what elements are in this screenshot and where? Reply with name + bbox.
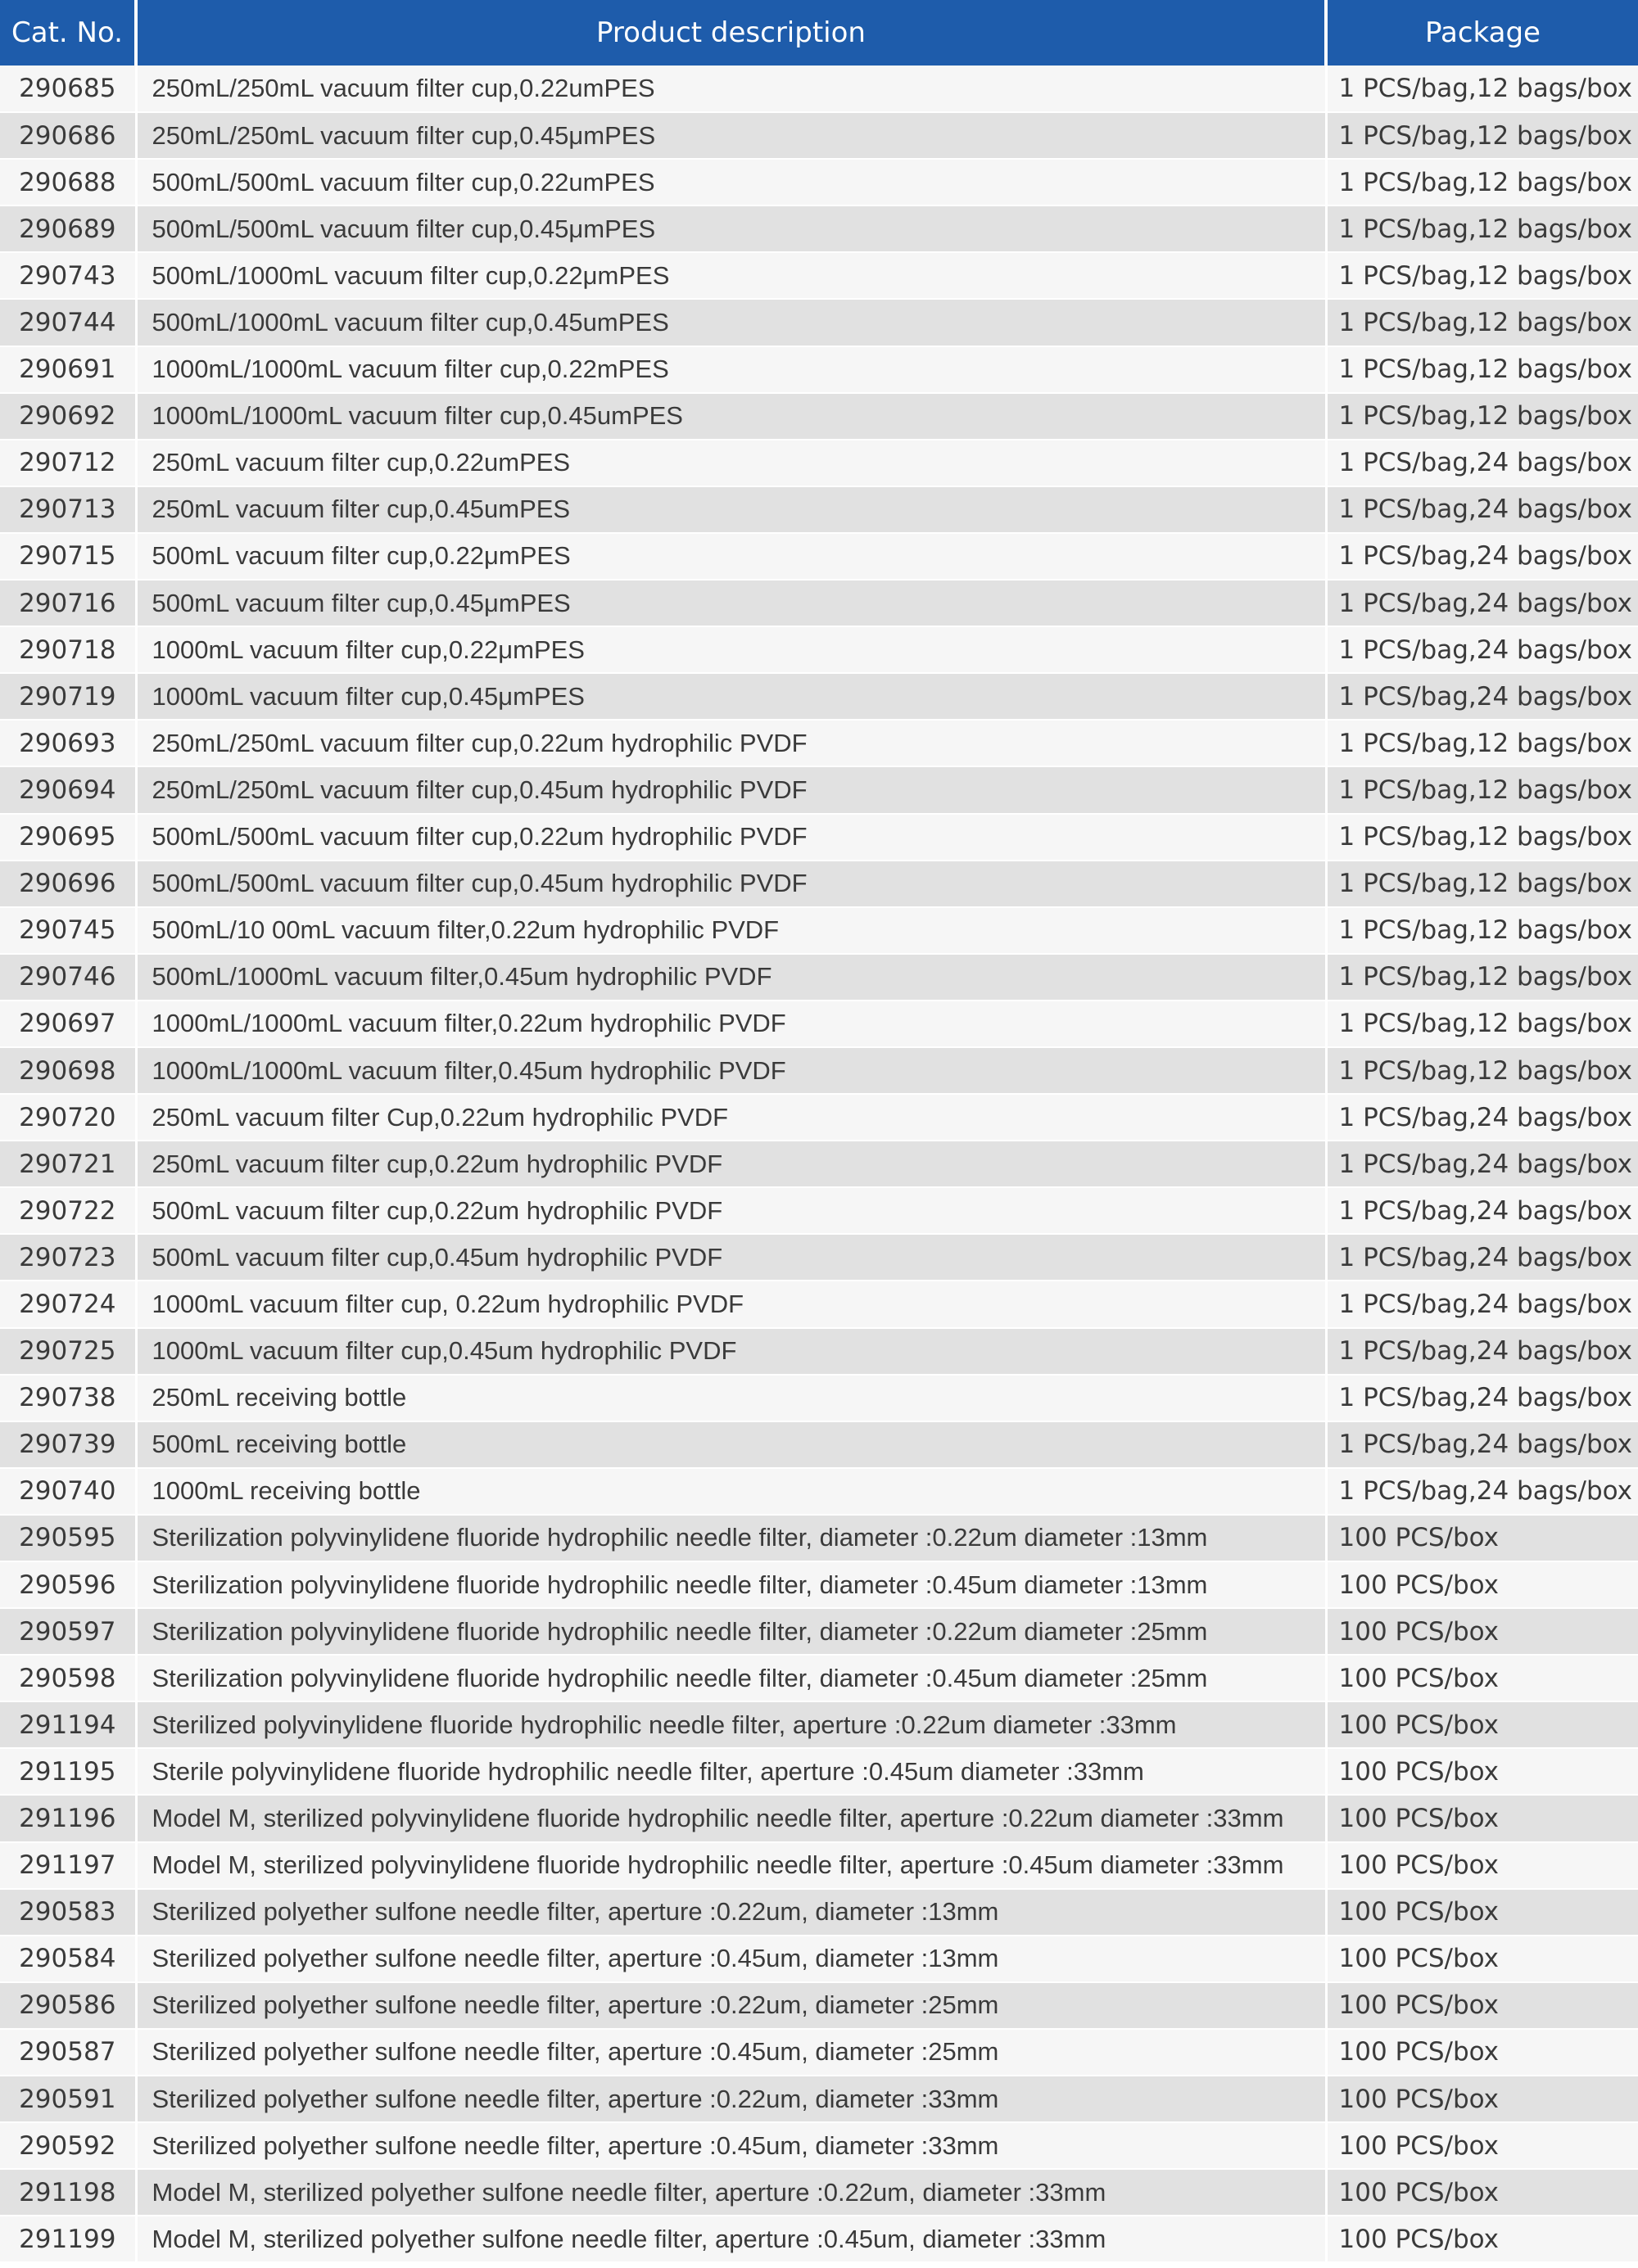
cell-cat-no: 290725	[0, 1328, 136, 1375]
table-row	[0, 2122, 1638, 2169]
cell-cat-no: 290715	[0, 533, 136, 580]
cell-description: 250mL receiving bottle	[136, 1375, 1326, 1421]
cell-description: 250mL vacuum filter cup,0.22um hydrophilic PVDF	[136, 1141, 1326, 1187]
cell-package: 1 PCS/bag,12 bags/box	[1326, 954, 1638, 1001]
table-row	[0, 252, 1638, 299]
cell-cat-no: 290697	[0, 1001, 136, 1047]
cell-cat-no: 290694	[0, 766, 136, 813]
cell-cat-no: 290583	[0, 1889, 136, 1936]
table-row	[0, 1936, 1638, 1982]
cell-description: 1000mL vacuum filter cup, 0.22um hydrophilic PVDF	[136, 1281, 1326, 1327]
cell-cat-no: 290692	[0, 393, 136, 440]
cell-description: 500mL/1000mL vacuum filter cup,0.22μmPES	[136, 252, 1326, 299]
cell-cat-no: 290712	[0, 440, 136, 486]
cell-description: Sterilization polyvinylidene fluoride hydrophilic needle filter, diameter :0.22um diameter :13mm	[136, 1515, 1326, 1561]
cell-package: 1 PCS/bag,12 bags/box	[1326, 814, 1638, 861]
cell-description: 500mL/1000mL vacuum filter cup,0.45umPES	[136, 299, 1326, 346]
table-row	[0, 1141, 1638, 1187]
table-row	[0, 1795, 1638, 1841]
cell-description: Sterilized polyether sulfone needle filter, aperture :0.45um, diameter :13mm	[136, 1936, 1326, 1982]
cell-cat-no: 290723	[0, 1234, 136, 1281]
cell-description: Sterilization polyvinylidene fluoride hydrophilic needle filter, diameter :0.45um diameter :25mm	[136, 1655, 1326, 1701]
cell-cat-no: 290745	[0, 907, 136, 954]
cell-cat-no: 290698	[0, 1047, 136, 1094]
table-row	[0, 1701, 1638, 1748]
cell-cat-no: 291196	[0, 1795, 136, 1841]
cell-cat-no: 290744	[0, 299, 136, 346]
cell-description: 250mL vacuum filter cup,0.22umPES	[136, 440, 1326, 486]
cell-description: 500mL vacuum filter cup,0.22μmPES	[136, 533, 1326, 580]
cell-package: 100 PCS/box	[1326, 1561, 1638, 1608]
table-row	[0, 1889, 1638, 1936]
cell-description: 500mL/500mL vacuum filter cup,0.45μmPES	[136, 206, 1326, 252]
table-row	[0, 1468, 1638, 1515]
cell-description: 500mL vacuum filter cup,0.45μmPES	[136, 580, 1326, 626]
cell-cat-no: 291195	[0, 1748, 136, 1795]
cell-package: 1 PCS/bag,24 bags/box	[1326, 1141, 1638, 1187]
table-header	[0, 0, 1638, 66]
cell-package: 1 PCS/bag,12 bags/box	[1326, 346, 1638, 393]
table-row	[0, 766, 1638, 813]
cell-cat-no: 290718	[0, 626, 136, 673]
cell-cat-no: 290695	[0, 814, 136, 861]
cell-package: 100 PCS/box	[1326, 1608, 1638, 1655]
cell-description: 500mL/10 00mL vacuum filter,0.22um hydrophilic PVDF	[136, 907, 1326, 954]
table-row	[0, 533, 1638, 580]
cell-description: 250mL/250mL vacuum filter cup,0.45um hydrophilic PVDF	[136, 766, 1326, 813]
table-row	[0, 1608, 1638, 1655]
table-row	[0, 2169, 1638, 2216]
table-row	[0, 626, 1638, 673]
cell-package: 1 PCS/bag,12 bags/box	[1326, 1001, 1638, 1047]
cell-description: 250mL/250mL vacuum filter cup,0.22um hydrophilic PVDF	[136, 720, 1326, 766]
table-row	[0, 1187, 1638, 1234]
cell-package: 100 PCS/box	[1326, 1701, 1638, 1748]
cell-package: 100 PCS/box	[1326, 2076, 1638, 2122]
table-row	[0, 206, 1638, 252]
table-row	[0, 1982, 1638, 2029]
cell-description: Model M, sterilized polyether sulfone needle filter, aperture :0.45um, diameter :33mm	[136, 2216, 1326, 2262]
cell-package: 100 PCS/box	[1326, 1748, 1638, 1795]
table-row	[0, 1748, 1638, 1795]
cell-cat-no: 290596	[0, 1561, 136, 1608]
cell-package: 100 PCS/box	[1326, 2216, 1638, 2262]
cell-description: Sterilized polyether sulfone needle filter, aperture :0.22um, diameter :33mm	[136, 2076, 1326, 2122]
cell-package: 1 PCS/bag,24 bags/box	[1326, 1187, 1638, 1234]
cell-cat-no: 290592	[0, 2122, 136, 2169]
cell-package: 100 PCS/box	[1326, 1795, 1638, 1841]
cell-description: Model M, sterilized polyvinylidene fluoride hydrophilic needle filter, aperture :0.22um diameter :33mm	[136, 1795, 1326, 1841]
cell-package: 1 PCS/bag,12 bags/box	[1326, 393, 1638, 440]
cell-cat-no: 290693	[0, 720, 136, 766]
table-row	[0, 1094, 1638, 1141]
cell-package: 1 PCS/bag,12 bags/box	[1326, 159, 1638, 206]
table-row	[0, 954, 1638, 1001]
cell-description: 500mL vacuum filter cup,0.22um hydrophilic PVDF	[136, 1187, 1326, 1234]
table-row	[0, 814, 1638, 861]
cell-cat-no: 290713	[0, 486, 136, 533]
table-row	[0, 159, 1638, 206]
cell-package: 100 PCS/box	[1326, 1515, 1638, 1561]
cell-description: Sterile polyvinylidene fluoride hydrophilic needle filter, aperture :0.45um diameter :33mm	[136, 1748, 1326, 1795]
cell-package: 1 PCS/bag,24 bags/box	[1326, 1281, 1638, 1327]
cell-cat-no: 291194	[0, 1701, 136, 1748]
cell-description: Sterilized polyether sulfone needle filter, aperture :0.22um, diameter :13mm	[136, 1889, 1326, 1936]
cell-package: 100 PCS/box	[1326, 2029, 1638, 2076]
table-row	[0, 907, 1638, 954]
cell-description: 500mL/500mL vacuum filter cup,0.22um hydrophilic PVDF	[136, 814, 1326, 861]
table-row	[0, 66, 1638, 112]
cell-cat-no: 290595	[0, 1515, 136, 1561]
cell-cat-no: 291199	[0, 2216, 136, 2262]
cell-cat-no: 290722	[0, 1187, 136, 1234]
table-row	[0, 2076, 1638, 2122]
table-row	[0, 861, 1638, 907]
cell-cat-no: 290740	[0, 1468, 136, 1515]
cell-cat-no: 290598	[0, 1655, 136, 1701]
table-row	[0, 1375, 1638, 1421]
cell-description: 250mL/250mL vacuum filter cup,0.45μmPES	[136, 112, 1326, 159]
cell-description: Sterilization polyvinylidene fluoride hydrophilic needle filter, diameter :0.45um diameter :13mm	[136, 1561, 1326, 1608]
cell-package: 1 PCS/bag,12 bags/box	[1326, 907, 1638, 954]
cell-description: 1000mL vacuum filter cup,0.22μmPES	[136, 626, 1326, 673]
cell-description: 250mL/250mL vacuum filter cup,0.22umPES	[136, 66, 1326, 112]
table-row	[0, 1842, 1638, 1889]
header-row	[0, 0, 1638, 66]
cell-package: 1 PCS/bag,24 bags/box	[1326, 580, 1638, 626]
table-body	[0, 66, 1638, 2262]
cell-description: Model M, sterilized polyether sulfone needle filter, aperture :0.22um, diameter :33mm	[136, 2169, 1326, 2216]
cell-cat-no: 290719	[0, 673, 136, 720]
cell-description: Sterilized polyether sulfone needle filter, aperture :0.22um, diameter :25mm	[136, 1982, 1326, 2029]
cell-description: 250mL vacuum filter Cup,0.22um hydrophilic PVDF	[136, 1094, 1326, 1141]
cell-cat-no: 290584	[0, 1936, 136, 1982]
table-row	[0, 1328, 1638, 1375]
cell-package: 1 PCS/bag,24 bags/box	[1326, 1468, 1638, 1515]
table-row	[0, 112, 1638, 159]
cell-cat-no: 290587	[0, 2029, 136, 2076]
cell-description: Sterilized polyether sulfone needle filter, aperture :0.45um, diameter :25mm	[136, 2029, 1326, 2076]
cell-package: 1 PCS/bag,24 bags/box	[1326, 1328, 1638, 1375]
cell-package: 100 PCS/box	[1326, 2169, 1638, 2216]
cell-cat-no: 290689	[0, 206, 136, 252]
cell-package: 1 PCS/bag,24 bags/box	[1326, 1375, 1638, 1421]
cell-package: 1 PCS/bag,12 bags/box	[1326, 861, 1638, 907]
cell-package: 1 PCS/bag,24 bags/box	[1326, 486, 1638, 533]
cell-description: 500mL/500mL vacuum filter cup,0.22umPES	[136, 159, 1326, 206]
table-row	[0, 720, 1638, 766]
table-row	[0, 1001, 1638, 1047]
cell-description: 250mL vacuum filter cup,0.45umPES	[136, 486, 1326, 533]
table-row	[0, 580, 1638, 626]
cell-cat-no: 290721	[0, 1141, 136, 1187]
table-row	[0, 486, 1638, 533]
cell-cat-no: 290746	[0, 954, 136, 1001]
cell-description: 1000mL/1000mL vacuum filter,0.22um hydrophilic PVDF	[136, 1001, 1326, 1047]
table-row	[0, 1655, 1638, 1701]
cell-package: 1 PCS/bag,24 bags/box	[1326, 533, 1638, 580]
table-row	[0, 2029, 1638, 2076]
table-row	[0, 346, 1638, 393]
cell-package: 1 PCS/bag,24 bags/box	[1326, 673, 1638, 720]
cell-package: 100 PCS/box	[1326, 1982, 1638, 2029]
cell-cat-no: 290724	[0, 1281, 136, 1327]
cell-cat-no: 290591	[0, 2076, 136, 2122]
table-row	[0, 1421, 1638, 1468]
cell-description: 500mL receiving bottle	[136, 1421, 1326, 1468]
table-row	[0, 1515, 1638, 1561]
cell-package: 1 PCS/bag,12 bags/box	[1326, 206, 1638, 252]
cell-package: 1 PCS/bag,24 bags/box	[1326, 1234, 1638, 1281]
table-row	[0, 1047, 1638, 1094]
table-row	[0, 1561, 1638, 1608]
cell-cat-no: 290720	[0, 1094, 136, 1141]
table-row	[0, 673, 1638, 720]
cell-description: 1000mL/1000mL vacuum filter cup,0.22mPES	[136, 346, 1326, 393]
cell-package: 1 PCS/bag,12 bags/box	[1326, 766, 1638, 813]
cell-cat-no: 290586	[0, 1982, 136, 2029]
cell-package: 1 PCS/bag,24 bags/box	[1326, 440, 1638, 486]
cell-description: 1000mL/1000mL vacuum filter cup,0.45umPES	[136, 393, 1326, 440]
cell-description: 1000mL receiving bottle	[136, 1468, 1326, 1515]
cell-cat-no: 290691	[0, 346, 136, 393]
cell-cat-no: 290743	[0, 252, 136, 299]
cell-cat-no: 290685	[0, 66, 136, 112]
header-package: Package	[1326, 0, 1638, 66]
cell-cat-no: 290716	[0, 580, 136, 626]
cell-package: 100 PCS/box	[1326, 2122, 1638, 2169]
cell-cat-no: 290738	[0, 1375, 136, 1421]
cell-cat-no: 290597	[0, 1608, 136, 1655]
cell-cat-no: 290688	[0, 159, 136, 206]
cell-cat-no: 290739	[0, 1421, 136, 1468]
cell-package: 100 PCS/box	[1326, 1655, 1638, 1701]
cell-package: 1 PCS/bag,12 bags/box	[1326, 720, 1638, 766]
cell-cat-no: 291197	[0, 1842, 136, 1889]
cell-description: 500mL vacuum filter cup,0.45um hydrophilic PVDF	[136, 1234, 1326, 1281]
cell-package: 100 PCS/box	[1326, 1936, 1638, 1982]
cell-package: 1 PCS/bag,12 bags/box	[1326, 252, 1638, 299]
cell-package: 100 PCS/box	[1326, 1889, 1638, 1936]
table-row	[0, 299, 1638, 346]
cell-package: 1 PCS/bag,24 bags/box	[1326, 1421, 1638, 1468]
table-row	[0, 2216, 1638, 2262]
cell-description: Model M, sterilized polyvinylidene fluoride hydrophilic needle filter, aperture :0.45um diameter :33mm	[136, 1842, 1326, 1889]
cell-description: 1000mL vacuum filter cup,0.45μmPES	[136, 673, 1326, 720]
cell-package: 1 PCS/bag,12 bags/box	[1326, 112, 1638, 159]
table-row	[0, 393, 1638, 440]
header-description: Product description	[136, 0, 1326, 66]
cell-description: Sterilized polyether sulfone needle filter, aperture :0.45um, diameter :33mm	[136, 2122, 1326, 2169]
cell-package: 1 PCS/bag,12 bags/box	[1326, 299, 1638, 346]
cell-description: 500mL/500mL vacuum filter cup,0.45um hydrophilic PVDF	[136, 861, 1326, 907]
cell-package: 1 PCS/bag,12 bags/box	[1326, 1047, 1638, 1094]
cell-package: 1 PCS/bag,12 bags/box	[1326, 66, 1638, 112]
cell-description: Sterilization polyvinylidene fluoride hydrophilic needle filter, diameter :0.22um diameter :25mm	[136, 1608, 1326, 1655]
header-cat-no: Cat. No.	[0, 0, 136, 66]
table-row	[0, 1234, 1638, 1281]
cell-description: 1000mL vacuum filter cup,0.45um hydrophilic PVDF	[136, 1328, 1326, 1375]
cell-package: 1 PCS/bag,24 bags/box	[1326, 1094, 1638, 1141]
table-row	[0, 440, 1638, 486]
cell-package: 100 PCS/box	[1326, 1842, 1638, 1889]
cell-description: 1000mL/1000mL vacuum filter,0.45um hydrophilic PVDF	[136, 1047, 1326, 1094]
cell-description: 500mL/1000mL vacuum filter,0.45um hydrophilic PVDF	[136, 954, 1326, 1001]
cell-cat-no: 291198	[0, 2169, 136, 2216]
cell-package: 1 PCS/bag,24 bags/box	[1326, 626, 1638, 673]
cell-cat-no: 290686	[0, 112, 136, 159]
table-row	[0, 1281, 1638, 1327]
cell-description: Sterilized polyvinylidene fluoride hydrophilic needle filter, aperture :0.22um diameter :33mm	[136, 1701, 1326, 1748]
cell-cat-no: 290696	[0, 861, 136, 907]
